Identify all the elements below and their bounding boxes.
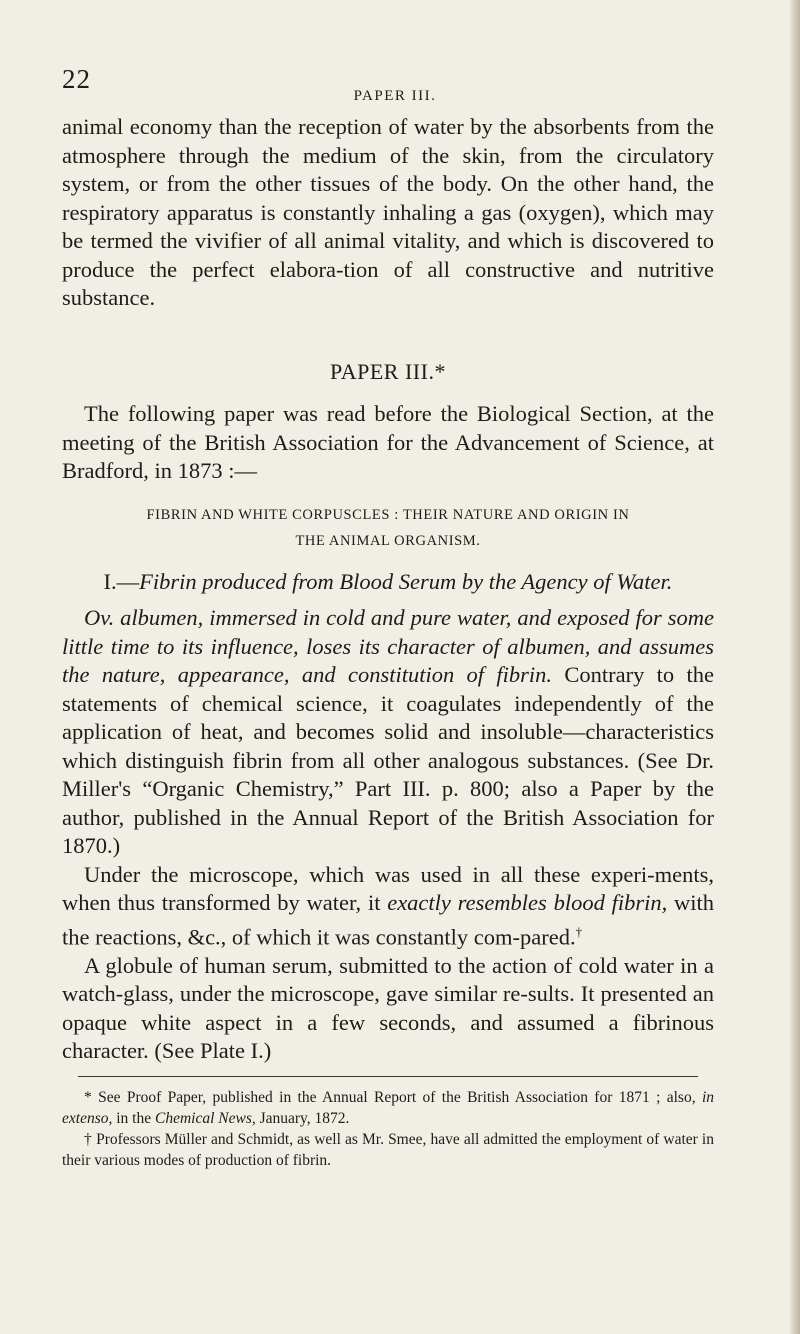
section-title-text: Fibrin produced from Blood Serum by the Agency of Water. (139, 568, 673, 594)
paragraph-2-part-a: Under the microscope, which was used in all these experi-ments, when thus transformed by water, it (62, 861, 714, 915)
subtitle-line-1: FIBRIN AND WHITE CORPUSCLES : THEIR NATURE AND ORIGIN IN (146, 506, 630, 523)
footnote-1-italic-1: in extenso, (62, 1088, 714, 1127)
opening-paragraph: animal economy than the reception of water by the absorbents from the atmosphere through the medium of the skin, from the circulatory system, or from the other tissues of the body. On the other hand, the respiratory apparatus is constantly inhaling a gas (oxygen), which may be termed the vivifier of all animal vitality, and which is discovered to produce the perfect elabora-tion of all constructive and nutritive substance. (62, 114, 714, 310)
footnote-mark-dagger: † (575, 923, 583, 939)
paragraph-1-italic: Ov. albumen, immersed in cold and pure water, and exposed for some little time to its influence, loses its character of albumen, and assumes the nature, appearance, and constitution of fibrin. (62, 605, 714, 687)
paragraph-1-text: Contrary to the statements of chemical science, it coagulates independently of the application of heat, and becomes solid and insoluble—characteristics which distinguish fibrin from all other analogous substances. (See Dr. Miller's “Organic Chemistry,” Part III. p. 800; also a Paper by the author, published in the Annual Report of the British Association for 1870.) (62, 662, 714, 858)
paragraph-1 (62, 604, 714, 861)
footnotes (62, 1087, 714, 1171)
paragraph-2 (62, 861, 714, 952)
footnote-2: † Professors Müller and Schmidt, as well as Mr. Smee, have all admitted the employment of water in their various modes of production of fibrin. (62, 1130, 714, 1169)
footnote-1-part-c: January, 1872. (255, 1109, 350, 1127)
footnote-1-part-b: in the (112, 1109, 155, 1127)
subtitle-line-2: THE ANIMAL ORGANISM. (295, 532, 481, 549)
paper-heading: PAPER III.* (330, 358, 446, 384)
footnote-1-part-a: * See Proof Paper, published in the Annual Report of the British Association for 1871 ; also, (84, 1088, 702, 1106)
footnote-divider (78, 1076, 698, 1077)
intro-paragraph: The following paper was read before the Biological Section, at the meeting of the British Association for the Advancement of Science, at Bradford, in 1873 :— (62, 401, 714, 483)
footnote-1 (62, 1087, 714, 1129)
paragraph-2-italic: exactly resembles blood fibrin, (387, 890, 668, 915)
section-title (62, 568, 714, 597)
paragraph-2-part-b: with the reactions, &c., of which it was constantly com-pared. (62, 890, 714, 949)
page-body (62, 113, 714, 1171)
page-number: 22 (62, 64, 91, 94)
section-number: I.— (103, 568, 140, 594)
page-edge-shadow (790, 0, 800, 1334)
article-subtitle (62, 502, 714, 554)
paragraph-3: A globule of human serum, submitted to the action of cold water in a watch-glass, under the microscope, gave similar re-sults. It presented an opaque white aspect in a few seconds, and assumed a fibrinous character. (See Plate I.) (62, 952, 714, 1063)
running-head: PAPER III. (353, 88, 437, 104)
footnote-1-italic-2: Chemical News, (154, 1109, 256, 1127)
